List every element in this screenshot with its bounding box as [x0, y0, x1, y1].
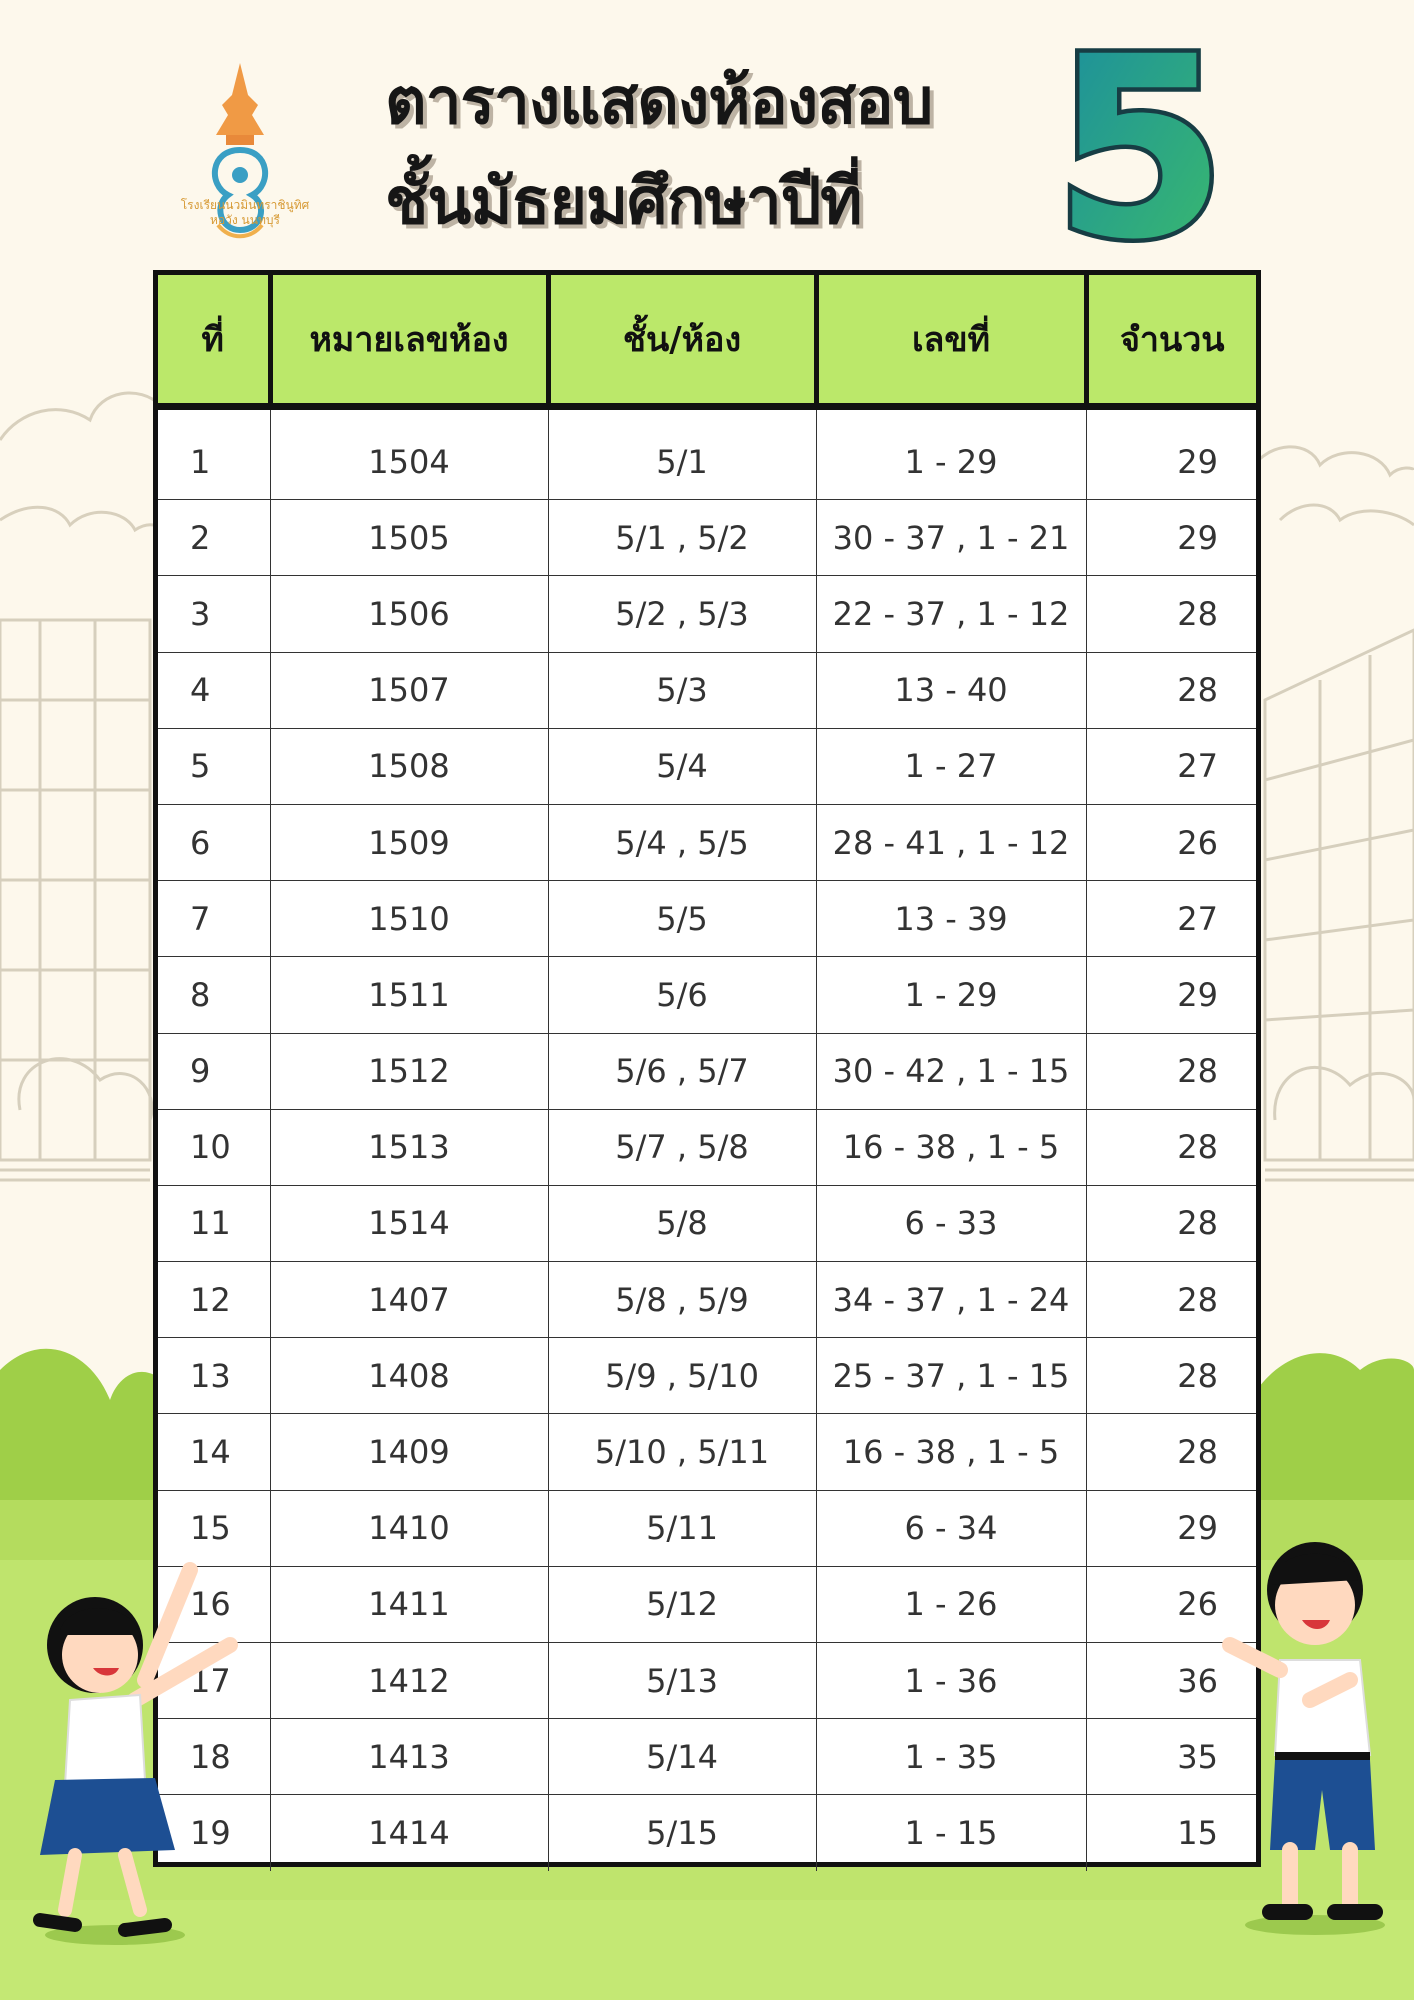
table-row: [158, 957, 1256, 1033]
cell-student-numbers: 34 - 37 , 1 - 24: [816, 1262, 1086, 1338]
cell-no: 11: [158, 1185, 270, 1261]
cell-student-numbers: 30 - 37 , 1 - 21: [816, 500, 1086, 576]
table-row: [158, 1795, 1256, 1871]
cell-class: 5/4 , 5/5: [548, 804, 816, 880]
cell-no: 12: [158, 1262, 270, 1338]
cell-class: 5/14: [548, 1719, 816, 1795]
page-title: [385, 52, 1045, 252]
table-header-row: [158, 275, 1256, 407]
cell-class: 5/1 , 5/2: [548, 500, 816, 576]
table-row: [158, 1109, 1256, 1185]
cell-student-numbers: 1 - 26: [816, 1566, 1086, 1642]
cell-class: 5/3: [548, 652, 816, 728]
cell-room-number: 1408: [270, 1338, 548, 1414]
column-header-no: ที่: [158, 275, 270, 407]
cell-student-numbers: 1 - 27: [816, 728, 1086, 804]
cell-count: 26: [1086, 1566, 1256, 1642]
cell-room-number: 1504: [270, 407, 548, 500]
cell-student-numbers: 28 - 41 , 1 - 12: [816, 804, 1086, 880]
cell-class: 5/8 , 5/9: [548, 1262, 816, 1338]
cell-room-number: 1409: [270, 1414, 548, 1490]
cell-count: 26: [1086, 804, 1256, 880]
cell-no: 8: [158, 957, 270, 1033]
cell-class: 5/5: [548, 881, 816, 957]
cell-class: 5/12: [548, 1566, 816, 1642]
cell-class: 5/10 , 5/11: [548, 1414, 816, 1490]
table-row: [158, 1185, 1256, 1261]
table-row: [158, 728, 1256, 804]
cell-student-numbers: 1 - 15: [816, 1795, 1086, 1871]
cell-room-number: 1512: [270, 1033, 548, 1109]
table-row: [158, 1033, 1256, 1109]
cell-no: 2: [158, 500, 270, 576]
cell-count: 28: [1086, 1109, 1256, 1185]
cell-student-numbers: 22 - 37 , 1 - 12: [816, 576, 1086, 652]
cell-class: 5/15: [548, 1795, 816, 1871]
cell-class: 5/9 , 5/10: [548, 1338, 816, 1414]
cell-room-number: 1513: [270, 1109, 548, 1185]
cell-count: 29: [1086, 407, 1256, 500]
cell-student-numbers: 16 - 38 , 1 - 5: [816, 1414, 1086, 1490]
cell-count: 27: [1086, 728, 1256, 804]
table-row: [158, 407, 1256, 500]
cell-class: 5/6: [548, 957, 816, 1033]
cell-no: 1: [190, 442, 211, 481]
cell-no: 5: [158, 728, 270, 804]
cell-count: 36: [1086, 1643, 1256, 1719]
cell-room-number: 1509: [270, 804, 548, 880]
cell-no: 10: [158, 1109, 270, 1185]
grade-number: [1040, 30, 1240, 260]
cell-student-numbers: 16 - 38 , 1 - 5: [816, 1109, 1086, 1185]
cell-count: 28: [1086, 1338, 1256, 1414]
school-name-line1: โรงเรียนนวมินทราชินูทิศ: [180, 198, 310, 212]
cell-student-numbers: 1 - 35: [816, 1719, 1086, 1795]
cell-student-numbers: 30 - 42 , 1 - 15: [816, 1033, 1086, 1109]
cell-count: 28: [1086, 1262, 1256, 1338]
table-row: [158, 1338, 1256, 1414]
cell-room-number: 1506: [270, 576, 548, 652]
title-line1: ตารางแสดงห้องสอบ: [385, 65, 933, 139]
cell-no: 7: [158, 881, 270, 957]
cell-count: 29: [1086, 500, 1256, 576]
cell-count: 28: [1086, 652, 1256, 728]
cell-student-numbers: 13 - 40: [816, 652, 1086, 728]
cell-student-numbers: 1 - 29: [816, 407, 1086, 500]
school-name-line2: หอวัง นนทบุรี: [210, 213, 280, 227]
cell-room-number: 1412: [270, 1643, 548, 1719]
cell-no: 17: [158, 1643, 270, 1719]
girl-student-illustration: [15, 1550, 245, 1950]
cell-student-numbers: 6 - 34: [816, 1490, 1086, 1566]
cell-student-numbers: 6 - 33: [816, 1185, 1086, 1261]
table-row: [158, 500, 1256, 576]
cell-count: 28: [1086, 1185, 1256, 1261]
cell-class: 5/2 , 5/3: [548, 576, 816, 652]
cell-no: 9: [158, 1033, 270, 1109]
column-header-count: จำนวน: [1086, 275, 1256, 407]
cell-no: 15: [158, 1490, 270, 1566]
grade-text: 5: [1053, 30, 1227, 260]
cell-student-numbers: 25 - 37 , 1 - 15: [816, 1338, 1086, 1414]
cell-room-number: 1407: [270, 1262, 548, 1338]
cell-no: 3: [158, 576, 270, 652]
cell-room-number: 1410: [270, 1490, 548, 1566]
cell-room-number: 1510: [270, 881, 548, 957]
exam-room-table: [153, 270, 1261, 1867]
cell-class: 5/13: [548, 1643, 816, 1719]
cell-count: 28: [1086, 1033, 1256, 1109]
cell-count: 29: [1086, 1490, 1256, 1566]
cell-room-number: 1411: [270, 1566, 548, 1642]
cell-no: 16: [158, 1566, 270, 1642]
table-row: [158, 1566, 1256, 1642]
table-row: [158, 1414, 1256, 1490]
cell-no: 4: [158, 652, 270, 728]
cell-no: 13: [158, 1338, 270, 1414]
column-header-class: ชั้น/ห้อง: [548, 275, 816, 407]
cell-class: 5/7 , 5/8: [548, 1109, 816, 1185]
table-row: [158, 1719, 1256, 1795]
cell-count: 15: [1086, 1795, 1256, 1871]
school-name: [180, 198, 310, 228]
cell-count: 28: [1086, 1414, 1256, 1490]
cell-room-number: 1514: [270, 1185, 548, 1261]
cell-student-numbers: 1 - 36: [816, 1643, 1086, 1719]
cell-no: 18: [158, 1719, 270, 1795]
title-line2: ชั้นมัธยมศึกษาปีที่: [385, 165, 862, 239]
cell-student-numbers: 1 - 29: [816, 957, 1086, 1033]
table-row: [158, 1643, 1256, 1719]
cell-count: 28: [1086, 576, 1256, 652]
column-header-student-numbers: เลขที่: [816, 275, 1086, 407]
cell-class: 5/4: [548, 728, 816, 804]
table-row: [158, 652, 1256, 728]
cell-room-number: 1508: [270, 728, 548, 804]
cell-room-number: 1413: [270, 1719, 548, 1795]
table-row: [158, 881, 1256, 957]
table-row: [158, 1262, 1256, 1338]
cell-class: 5/6 , 5/7: [548, 1033, 816, 1109]
cell-no: 19: [158, 1795, 270, 1871]
cell-room-number: 1511: [270, 957, 548, 1033]
cell-room-number: 1505: [270, 500, 548, 576]
cell-count: 27: [1086, 881, 1256, 957]
cell-room-number: 1507: [270, 652, 548, 728]
cell-class: 5/11: [548, 1490, 816, 1566]
cell-no: 6: [158, 804, 270, 880]
cell-student-numbers: 13 - 39: [816, 881, 1086, 957]
boy-student-illustration: [1210, 1520, 1400, 1940]
table-row: [158, 804, 1256, 880]
cell-no: 14: [158, 1414, 270, 1490]
table-row: [158, 1490, 1256, 1566]
cell-class: 5/1: [548, 407, 816, 500]
table-row: [158, 576, 1256, 652]
cell-class: 5/8: [548, 1185, 816, 1261]
cell-room-number: 1414: [270, 1795, 548, 1871]
cell-count: 29: [1086, 957, 1256, 1033]
column-header-room-number: หมายเลขห้อง: [270, 275, 548, 407]
cell-count: 35: [1086, 1719, 1256, 1795]
